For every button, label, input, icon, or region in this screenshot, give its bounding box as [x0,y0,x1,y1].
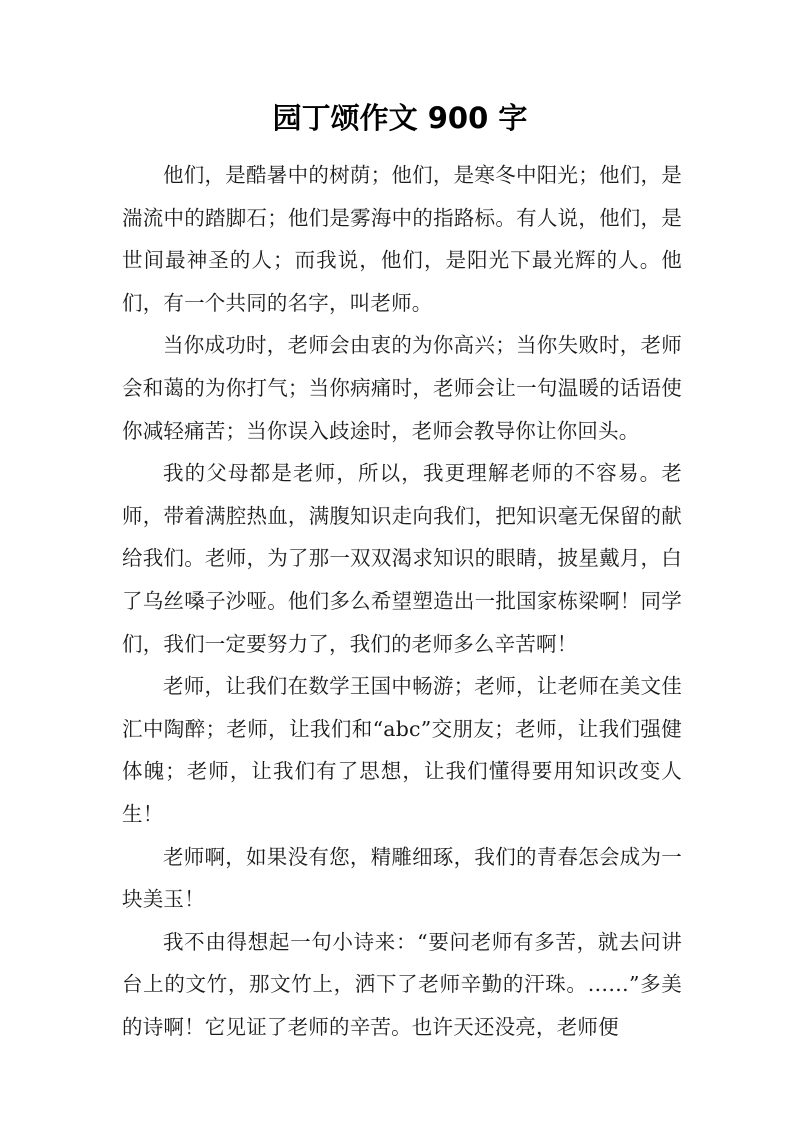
paragraph-3: 我的父母都是老师，所以，我更理解老师的不容易。老师，带着满腔热血，满腹知识走向我们，把知识毫无保留的献给我们。老师，为了那一双双渴求知识的眼睛，披星戴月，白了乌丝嗓子沙哑。他们多么希望塑造出一批国家栋梁啊！同学们，我们一定要努力了，我们的老师多么辛苦啊！ [122,461,682,656]
paragraph-2: 当你成功时，老师会由衷的为你高兴；当你失败时，老师会和蔼的为你打气；当你病痛时，老师会让一句温暖的话语使你减轻痛苦；当你误入歧途时，老师会教导你让你回头。 [122,333,682,443]
document-body [122,154,682,1048]
document-title: 园丁颂作文 900 字 [272,101,528,135]
paragraph-4: 老师，让我们在数学王国中畅游；老师，让老师在美文佳汇中陶醉；老师，让我们和“abc”交朋友；老师，让我们强健体魄；老师，让我们有了思想，让我们懂得要用知识改变人生！ [122,674,682,826]
paragraph-5: 老师啊，如果没有您，精雕细琢，我们的青春怎会成为一块美玉！ [122,844,682,912]
paragraph-6: 我不由得想起一句小诗来：“要问老师有多苦，就去问讲台上的文竹，那文竹上，洒下了老师辛勤的汗珠。……”多美的诗啊！它见证了老师的辛苦。也许天还没亮，老师便 [122,929,682,1039]
paragraph-1: 他们，是酷暑中的树荫；他们，是寒冬中阳光；他们，是湍流中的踏脚石；他们是雾海中的指路标。有人说，他们，是世间最神圣的人；而我说，他们，是阳光下最光辉的人。他们，有一个共同的名字，叫老师。 [122,163,682,315]
